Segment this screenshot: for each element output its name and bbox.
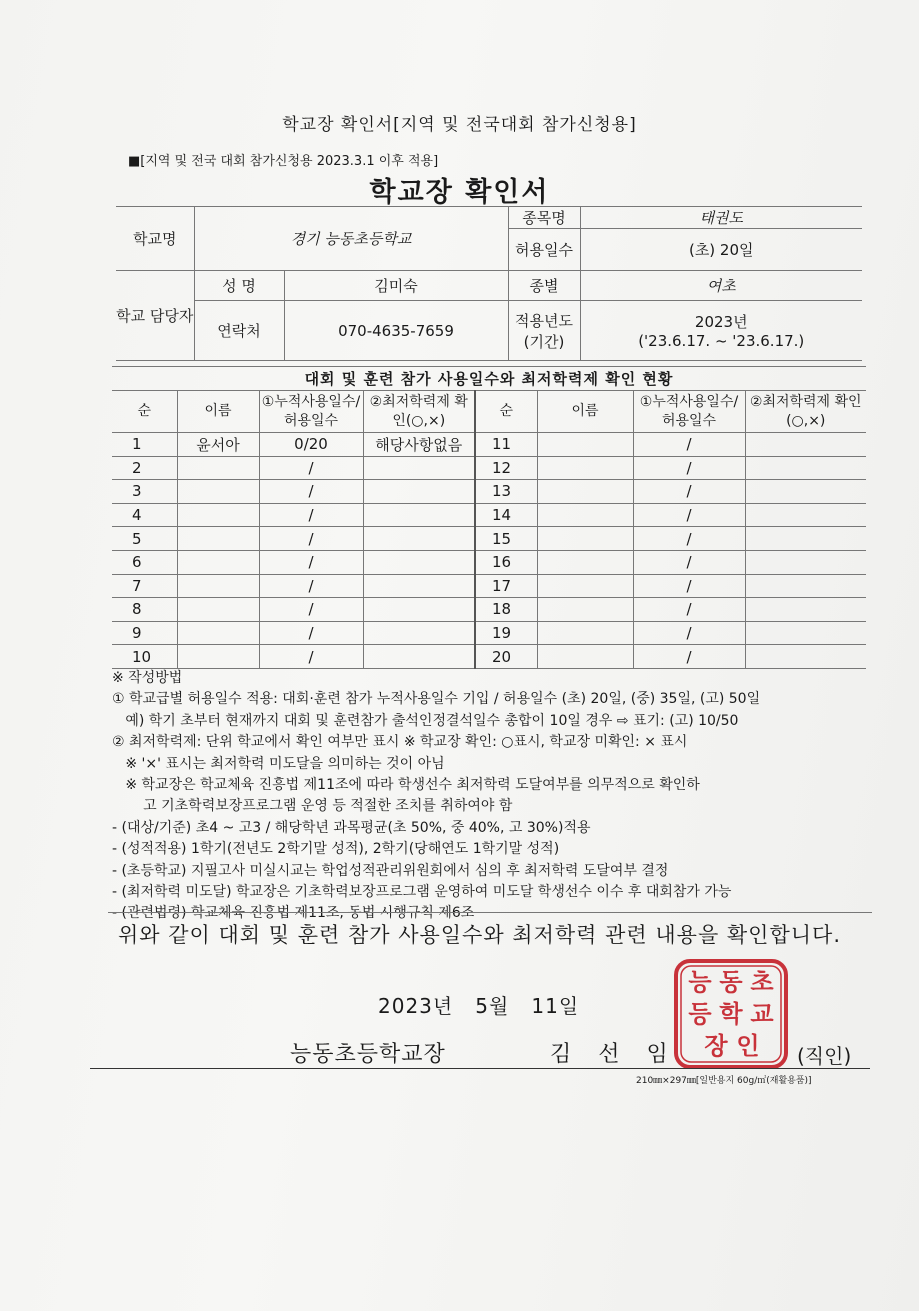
table-row <box>112 433 866 457</box>
student-name <box>537 645 633 669</box>
col-days-header-2: ①누적사용일수/허용일수 <box>633 391 745 433</box>
table-row <box>112 550 866 574</box>
row-number: 20 <box>475 645 537 669</box>
row-number: 10 <box>112 645 177 669</box>
days-used: / <box>259 480 363 504</box>
school-name-value: 경기 능동초등학교 <box>194 207 508 271</box>
min-academic-check <box>363 527 475 551</box>
year-value: 2023년 <box>694 313 748 331</box>
student-name <box>537 503 633 527</box>
row-number: 14 <box>475 503 537 527</box>
student-name <box>537 550 633 574</box>
instructions-section <box>112 668 882 925</box>
days-used: / <box>633 456 745 480</box>
row-number: 13 <box>475 480 537 504</box>
sport-value: 태권도 <box>580 207 862 229</box>
status-title: 대회 및 훈련 참가 사용일수와 최저학력제 확인 현황 <box>112 367 866 391</box>
signer-name: 김 선 임 <box>550 1042 678 1067</box>
min-academic-check <box>745 480 866 504</box>
row-number: 1 <box>112 433 177 457</box>
year-label: 적용년도 (기간) <box>508 301 580 361</box>
row-number: 4 <box>112 503 177 527</box>
col-name-header: 이름 <box>177 391 259 433</box>
instruction-line: ※ 작성방법 <box>112 670 183 686</box>
row-number: 19 <box>475 621 537 645</box>
days-used: / <box>259 574 363 598</box>
min-academic-check <box>363 550 475 574</box>
table-row <box>112 503 866 527</box>
days-used: / <box>259 645 363 669</box>
form-subheading: ■[지역 및 전국 대회 참가신청용 2023.3.1 이후 적용] <box>128 154 439 169</box>
col-no-header: 순 <box>112 391 177 433</box>
days-used: / <box>259 621 363 645</box>
official-seal <box>672 958 790 1070</box>
col-check-header: ②최저학력제 확인(○,×) <box>363 391 475 433</box>
instruction-line: 고 기초학력보장프로그램 운영 등 적절한 조치를 취하여야 함 <box>112 798 513 815</box>
seal-glyph: 장 <box>704 1032 728 1060</box>
days-used: / <box>259 456 363 480</box>
row-number: 8 <box>112 598 177 622</box>
min-academic-check <box>363 598 475 622</box>
col-no-header-2: 순 <box>475 391 537 433</box>
days-used: / <box>633 433 745 457</box>
student-name <box>537 527 633 551</box>
student-name <box>537 433 633 457</box>
instruction-line: 예) 학기 초부터 현재까지 대회 및 훈련참가 출석인정결석일수 총합이 10일 경우 ⇨ 표기: (고) 10/50 <box>112 712 739 729</box>
document-title: 학교장 확인서 <box>369 177 550 208</box>
seal-glyph: 교 <box>750 1000 774 1028</box>
contact-label: 연락처 <box>194 301 284 361</box>
contact-value: 070-4635-7659 <box>284 301 508 361</box>
col-name-header-2: 이름 <box>537 391 633 433</box>
min-academic-check <box>363 574 475 598</box>
min-academic-check <box>745 456 866 480</box>
year-cell <box>580 301 862 361</box>
instruction-line: ② 최저학력제: 단위 학교에서 확인 여부만 표시 ※ 학교장 확인: ○표시, 학교장 미확인: × 표시 <box>112 734 688 751</box>
col-days-header: ①누적사용일수/허용일수 <box>259 391 363 433</box>
seal-glyph: 능 <box>688 968 712 996</box>
student-name <box>177 550 259 574</box>
row-number: 17 <box>475 574 537 598</box>
days-used: / <box>633 480 745 504</box>
student-name <box>177 480 259 504</box>
row-number: 6 <box>112 550 177 574</box>
days-used: / <box>633 527 745 551</box>
min-academic-check <box>745 503 866 527</box>
row-number: 7 <box>112 574 177 598</box>
min-academic-check <box>745 433 866 457</box>
period-value: ('23.6.17. ~ '23.6.17.) <box>638 332 805 350</box>
row-number: 2 <box>112 456 177 480</box>
school-info-table <box>116 206 862 361</box>
student-name <box>537 480 633 504</box>
seal-label: (직인) <box>797 1044 852 1068</box>
row-number: 5 <box>112 527 177 551</box>
row-number: 11 <box>475 433 537 457</box>
row-number: 12 <box>475 456 537 480</box>
signature-line <box>90 1068 870 1069</box>
days-used: / <box>633 645 745 669</box>
student-name <box>537 621 633 645</box>
min-academic-check <box>363 621 475 645</box>
seal-glyph: 초 <box>750 968 774 996</box>
instruction-line: ① 학교급별 허용일수 적용: 대회·훈련 참가 누적사용일수 기입 / 허용일수 (초) 20일, (중) 35일, (고) 50일 <box>112 691 761 708</box>
student-name <box>177 598 259 622</box>
table-row <box>112 645 866 669</box>
instruction-line: - (초등학교) 지필고사 미실시교는 학업성적관리위원회에서 심의 후 최저학력 도달여부 결정 <box>112 862 669 879</box>
signer-school: 능동초등학교장 <box>290 1042 446 1067</box>
table-row <box>112 574 866 598</box>
min-academic-check <box>363 456 475 480</box>
row-number: 9 <box>112 621 177 645</box>
min-academic-check <box>363 503 475 527</box>
instruction-line: - (대상/기준) 초4 ~ 고3 / 해당학년 과목평균(초 50%, 중 40%, 고 30%)적용 <box>112 819 591 836</box>
student-name <box>537 574 633 598</box>
days-used: / <box>633 574 745 598</box>
days-used: / <box>259 550 363 574</box>
seal-glyph: 인 <box>736 1032 760 1060</box>
seal-glyph: 동 <box>719 968 743 996</box>
instruction-line: - (최저학력 미도달) 학교장은 기초학력보장프로그램 운영하여 미도달 학생선수 이수 후 대회참가 가능 <box>112 884 732 901</box>
min-academic-check <box>745 645 866 669</box>
sport-label: 종목명 <box>508 207 580 229</box>
days-used: 0/20 <box>259 433 363 457</box>
gender-label: 종별 <box>508 271 580 301</box>
days-used: / <box>633 598 745 622</box>
gender-value: 여초 <box>580 271 862 301</box>
instruction-line: - (성적적용) 1학기(전년도 2학기말 성적), 2학기(당해연도 1학기말 성적) <box>112 841 560 858</box>
top-title: 학교장 확인서[지역 및 전국대회 참가신청용] <box>282 115 637 135</box>
table-row <box>112 598 866 622</box>
min-academic-check <box>363 645 475 669</box>
status-table <box>112 366 866 669</box>
student-name <box>177 456 259 480</box>
student-name <box>537 598 633 622</box>
min-academic-check <box>363 480 475 504</box>
confirmation-text: 위와 같이 대회 및 훈련 참가 사용일수와 최저학력 관련 내용을 확인합니다. <box>118 923 842 947</box>
student-name <box>177 574 259 598</box>
instruction-line: - (관련법령) 학교체육 진흥법 제11조, 동법 시행규칙 제6조 <box>112 905 475 922</box>
divider <box>108 912 872 913</box>
row-number: 18 <box>475 598 537 622</box>
min-academic-check: 해당사항없음 <box>363 433 475 457</box>
name-label: 성 명 <box>194 271 284 301</box>
signature-date: 2023년 5월 11일 <box>378 994 580 1018</box>
table-row <box>112 527 866 551</box>
days-used: / <box>633 503 745 527</box>
instruction-line: ※ 학교장은 학교체육 진흥법 제11조에 따라 학생선수 최저학력 도달여부를 의무적으로 확인하 <box>112 777 700 794</box>
row-number: 15 <box>475 527 537 551</box>
row-number: 16 <box>475 550 537 574</box>
min-academic-check <box>745 574 866 598</box>
school-name-label: 학교명 <box>116 207 194 271</box>
paper-spec-footer: 210㎜×297㎜[일반용지 60g/㎡(재활용품)] <box>636 1076 812 1086</box>
student-name: 윤서아 <box>177 433 259 457</box>
student-name <box>177 645 259 669</box>
manager-name-value: 김미숙 <box>284 271 508 301</box>
min-academic-check <box>745 598 866 622</box>
min-academic-check <box>745 621 866 645</box>
days-used: / <box>259 598 363 622</box>
allowed-days-label: 허용일수 <box>508 229 580 271</box>
table-row <box>112 456 866 480</box>
row-number: 3 <box>112 480 177 504</box>
allowed-days-value: (초) 20일 <box>580 229 862 271</box>
instruction-line: ※ '×' 표시는 최저학력 미도달을 의미하는 것이 아님 <box>112 755 445 772</box>
table-row <box>112 621 866 645</box>
min-academic-check <box>745 550 866 574</box>
student-name <box>177 527 259 551</box>
days-used: / <box>259 527 363 551</box>
min-academic-check <box>745 527 866 551</box>
days-used: / <box>259 503 363 527</box>
student-name <box>537 456 633 480</box>
manager-label: 학교 담당자 <box>116 271 194 361</box>
student-name <box>177 503 259 527</box>
seal-glyph: 등 <box>688 1000 712 1028</box>
days-used: / <box>633 621 745 645</box>
student-name <box>177 621 259 645</box>
table-row <box>112 480 866 504</box>
seal-glyph: 학 <box>719 1000 743 1028</box>
col-check-header-2: ②최저학력제 확인(○,×) <box>745 391 866 433</box>
days-used: / <box>633 550 745 574</box>
